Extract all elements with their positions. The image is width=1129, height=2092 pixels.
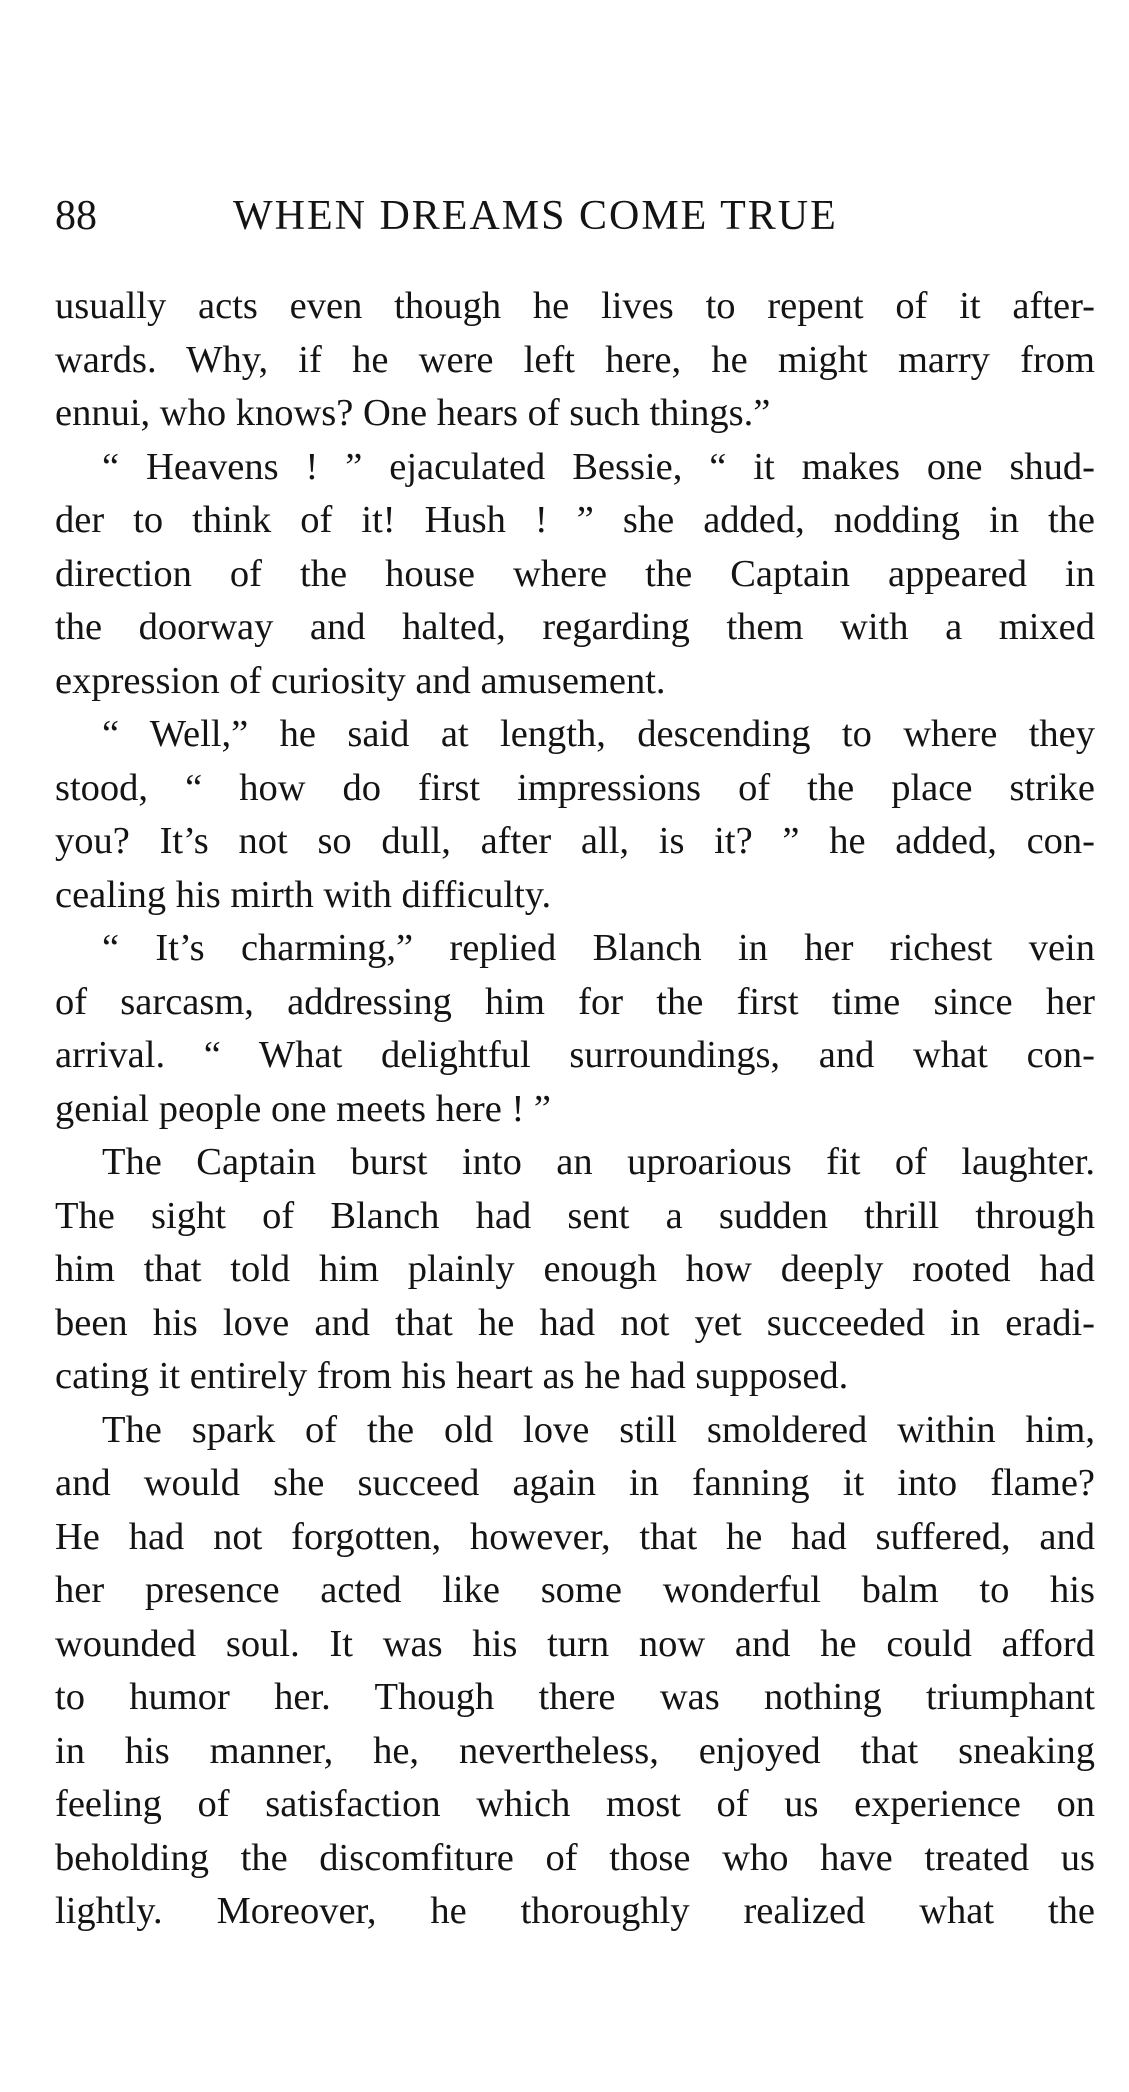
- text-line: and would she succeed again in fanning it into flame?: [55, 1462, 1095, 1504]
- text-line: wards. Why, if he were left here, he might marry from: [55, 338, 1095, 381]
- text-line: usually acts even though he lives to repent of it after-: [55, 285, 1095, 327]
- text-line: been his love and that he had not yet succeeded in eradi-: [55, 1301, 1095, 1344]
- paragraph: [55, 1136, 1095, 1404]
- text-line: The Captain burst into an uproarious fit of laughter.: [102, 1141, 1095, 1183]
- text-line: the doorway and halted, regarding them with a mixed: [55, 606, 1095, 648]
- text-line: arrival. “ What delightful surroundings, and what con-: [55, 1034, 1095, 1076]
- text-line: “ Heavens ! ” ejaculated Bessie, “ it makes one shud-: [102, 445, 1095, 488]
- text-line: stood, “ how do first impressions of the place strike: [55, 766, 1095, 809]
- body-text: [55, 280, 1095, 1939]
- text-line: beholding the discomfiture of those who have treated us: [55, 1836, 1095, 1879]
- text-line: her presence acted like some wonderful balm to his: [55, 1569, 1095, 1611]
- text-line: wounded soul. It was his turn now and he could afford: [55, 1622, 1095, 1665]
- paragraph: [55, 922, 1095, 1136]
- text-line: you? It’s not so dull, after all, is it? ” he added, con-: [55, 820, 1095, 862]
- running-head: [55, 186, 915, 246]
- text-line: cating it entirely from his heart as he had supposed.: [55, 1355, 849, 1397]
- text-line: The spark of the old love still smoldered within him,: [102, 1408, 1095, 1451]
- text-line: of sarcasm, addressing him for the first time since her: [55, 980, 1095, 1023]
- paragraph: [55, 441, 1095, 709]
- running-title: WHEN DREAMS COME TRUE: [233, 193, 838, 239]
- text-line: cealing his mirth with difficulty.: [55, 873, 552, 916]
- text-line: ennui, who knows? One hears of such things.”: [55, 392, 771, 434]
- paragraph: [55, 280, 1095, 441]
- paragraph: [55, 708, 1095, 922]
- text-line: feeling of satisfaction which most of us experience on: [55, 1783, 1095, 1825]
- text-line: “ Well,” he said at length, descending to where they: [102, 713, 1095, 755]
- text-line: der to think of it! Hush ! ” she added, nodding in the: [55, 499, 1095, 541]
- text-line: direction of the house where the Captain appeared in: [55, 552, 1095, 595]
- text-line: “ It’s charming,” replied Blanch in her richest vein: [102, 927, 1095, 969]
- text-line: lightly. Moreover, he thoroughly realized what the: [55, 1890, 1095, 1932]
- text-line: He had not forgotten, however, that he had suffered, and: [55, 1515, 1095, 1558]
- page-number: 88: [55, 193, 97, 239]
- text-line: him that told him plainly enough how deeply rooted had: [55, 1248, 1095, 1290]
- text-line: The sight of Blanch had sent a sudden thrill through: [55, 1194, 1095, 1237]
- text-line: to humor her. Though there was nothing triumphant: [55, 1676, 1095, 1718]
- paragraph: [55, 1404, 1095, 1939]
- text-line: genial people one meets here ! ”: [55, 1087, 551, 1130]
- text-line: expression of curiosity and amusement.: [55, 659, 666, 702]
- text-line: in his manner, he, nevertheless, enjoyed that sneaking: [55, 1729, 1095, 1772]
